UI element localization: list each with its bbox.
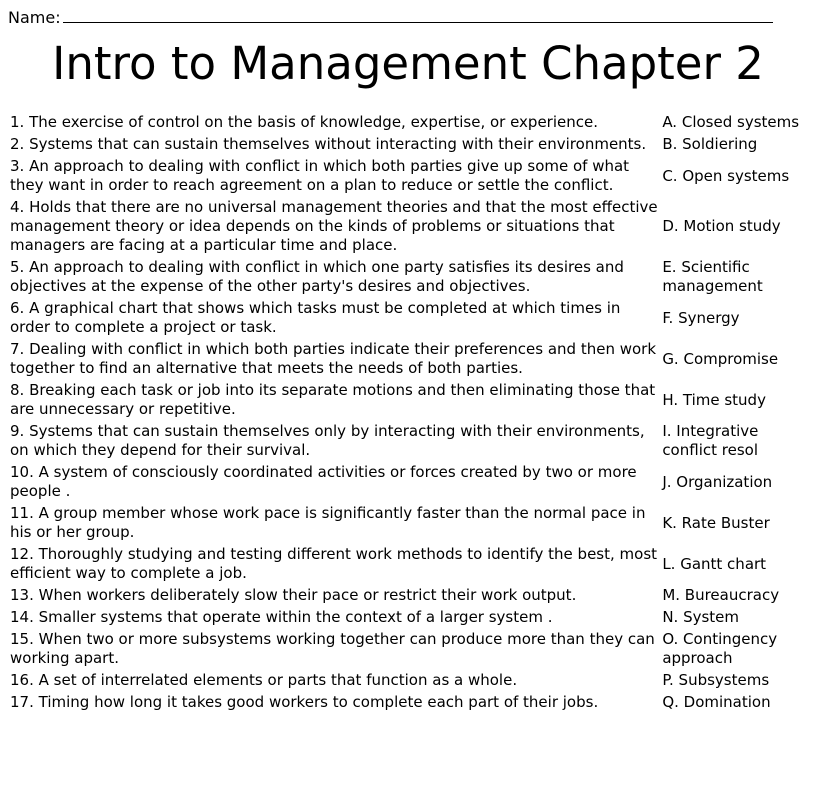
matching-row [10, 197, 810, 257]
matching-row [10, 670, 810, 692]
matching-row [10, 156, 810, 197]
matching-row [10, 629, 810, 670]
matching-row [10, 112, 810, 134]
matching-row [10, 380, 810, 421]
matching-row [10, 339, 810, 380]
matching-row [10, 462, 810, 503]
answer-option: G. Compromise [662, 349, 779, 368]
question-text: 17. Timing how long it takes good workers to complete each part of their jobs. [10, 693, 599, 711]
matching-row [10, 692, 810, 714]
question-text: 6. A graphical chart that shows which tasks must be completed at which times in order to complete a project or task. [10, 299, 621, 336]
question-text: 2. Systems that can sustain themselves without interacting with their environments. [10, 135, 647, 153]
question-text: 7. Dealing with conflict in which both parties indicate their preferences and then work together to find an alternative that meets the needs of both parties. [10, 340, 657, 377]
matching-row [10, 544, 810, 585]
matching-row [10, 134, 810, 156]
answer-option: B. Soldiering [662, 135, 758, 153]
question-text: 8. Breaking each task or job into its separate motions and then eliminating those that are unnecessary or repetitive. [10, 381, 656, 418]
question-text: 10. A system of consciously coordinated activities or forces created by two or more people . [10, 463, 637, 500]
name-field [8, 6, 773, 28]
worksheet-title: Intro to Management Chapter 2 [52, 37, 764, 90]
question-text: 12. Thoroughly studying and testing different work methods to identify the best, most efficient way to complete a job. [10, 545, 658, 582]
question-text: 4. Holds that there are no universal management theories and that the most effective management theory or idea depends on the kinds of problems or situations that managers are facing at a particular time and place. [10, 198, 658, 254]
answer-option: D. Motion study [662, 217, 781, 235]
name-label: Name: [8, 8, 61, 27]
matching-row [10, 257, 810, 298]
answer-option: I. Integrative conflict resol [662, 422, 759, 459]
answer-option: E. Scientific management [662, 258, 763, 295]
answer-option: K. Rate Buster [662, 513, 770, 532]
answer-option: L. Gantt chart [662, 554, 767, 573]
answer-option: O. Contingency approach [662, 630, 778, 667]
question-text: 3. An approach to dealing with conflict in which both parties give up some of what they want in order to reach agreement on a plan to reduce or settle the conflict. [10, 157, 630, 194]
matching-row [10, 585, 810, 607]
question-text: 5. An approach to dealing with conflict in which one party satisfies its desires and objectives at the expense of the other party's desires and objectives. [10, 258, 624, 295]
answer-option: A. Closed systems [662, 113, 800, 131]
name-blank-line[interactable] [63, 6, 773, 23]
answer-option: N. System [662, 608, 740, 626]
matching-row [10, 298, 810, 339]
answer-option: C. Open systems [662, 166, 790, 185]
question-text: 16. A set of interrelated elements or parts that function as a whole. [10, 671, 518, 689]
question-text: 14. Smaller systems that operate within the context of a larger system . [10, 608, 553, 626]
matching-table [10, 112, 810, 714]
answer-option: H. Time study [662, 390, 766, 409]
answer-option: M. Bureaucracy [662, 586, 780, 604]
question-text: 13. When workers deliberately slow their pace or restrict their work output. [10, 586, 577, 604]
answer-option: P. Subsystems [662, 671, 770, 689]
question-text: 1. The exercise of control on the basis of knowledge, expertise, or experience. [10, 113, 598, 131]
matching-row [10, 421, 810, 462]
question-text: 9. Systems that can sustain themselves only by interacting with their environments, on which they depend for their survival. [10, 422, 645, 459]
answer-option: Q. Domination [662, 693, 771, 711]
matching-rows [10, 112, 810, 714]
question-text: 11. A group member whose work pace is significantly faster than the normal pace in his or her group. [10, 504, 646, 541]
answer-option: F. Synergy [662, 308, 740, 327]
question-text: 15. When two or more subsystems working together can produce more than they can working apart. [10, 630, 655, 667]
matching-row [10, 503, 810, 544]
answer-option: J. Organization [662, 472, 773, 491]
matching-row [10, 607, 810, 629]
